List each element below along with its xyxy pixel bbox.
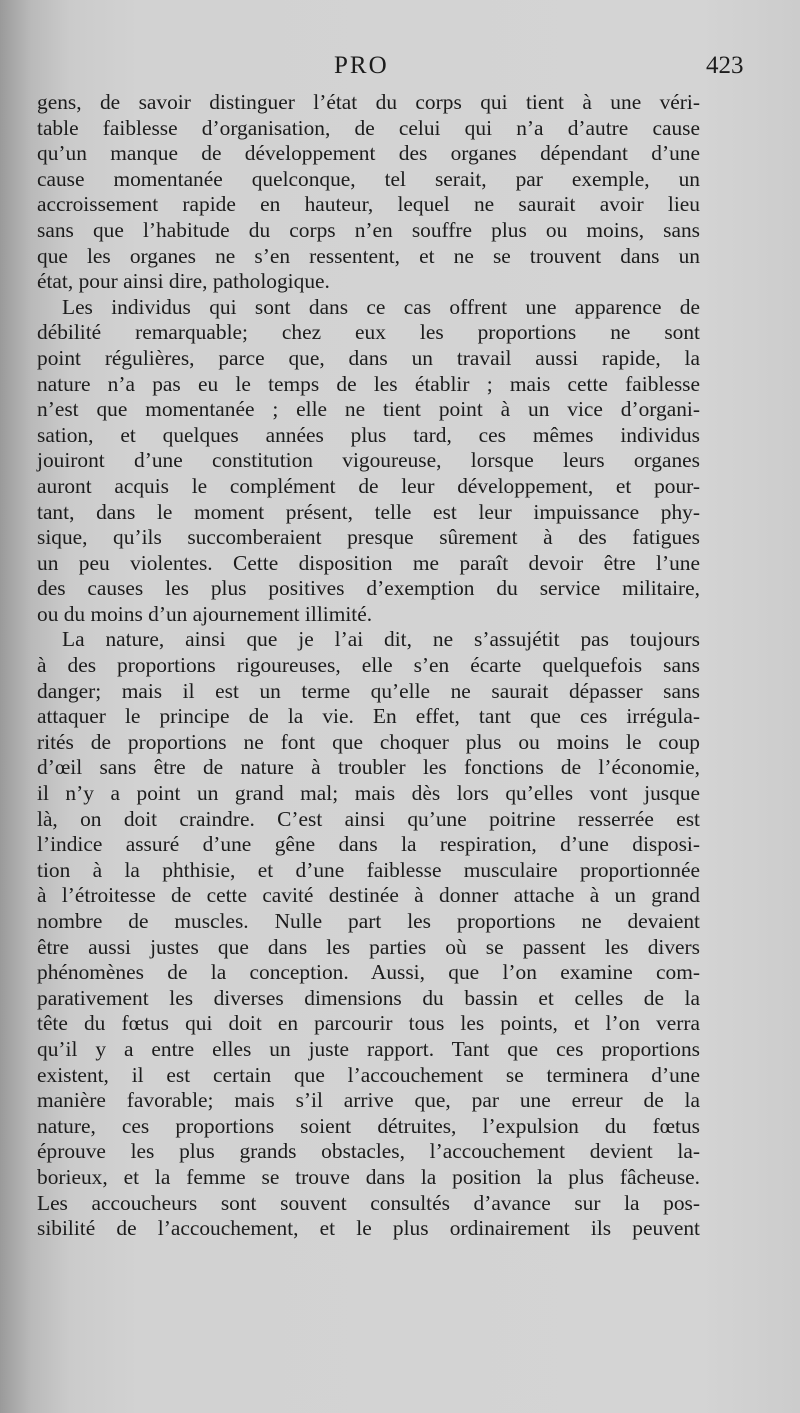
text-line: nombre de muscles. Nulle part les proportions ne devaient: [37, 909, 700, 933]
page-number: 423: [706, 52, 744, 79]
text-line: existent, il est certain que l’accouchement se terminera d’une: [37, 1062, 700, 1087]
text-line: cause momentanée quelconque, tel serait, par exemple, un: [37, 166, 700, 191]
text-line: phénomènes de la conception. Aussi, que l’on examine com-: [37, 960, 700, 985]
text-line: ou du moins d’un ajournement illimité.: [37, 601, 373, 626]
text-line: auront acquis le complément de leur développement, et pour-: [37, 473, 700, 498]
text-line: sation, et quelques années plus tard, ces mêmes individus: [37, 422, 700, 447]
body-text: [37, 90, 700, 1242]
text-line: des causes les plus positives d’exemption du service militaire,: [37, 576, 700, 601]
text-line: parativement les diverses dimensions du bassin et celles de la: [37, 985, 700, 1010]
text-line: tête du fœtus qui doit en parcourir tous les points, et l’on verra: [37, 1011, 700, 1036]
running-head: PRO: [334, 52, 389, 79]
text-line: à des proportions rigoureuses, elle s’en écarte quelquefois sans: [37, 653, 700, 678]
text-line: nature, ces proportions soient détruites, l’expulsion du fœtus: [37, 1113, 700, 1138]
text-line: table faiblesse d’organisation, de celui qui n’a d’autre cause: [37, 115, 700, 140]
text-line: sibilité de l’accouchement, et le plus ordinairement ils peuvent: [37, 1216, 700, 1241]
text-line: qu’un manque de développement des organes dépendant d’une: [37, 141, 700, 166]
text-line: attaquer le principe de la vie. En effet, tant que ces irrégula-: [37, 704, 700, 729]
text-line: manière favorable; mais s’il arrive que, par une erreur de la: [37, 1088, 700, 1113]
text-line: un peu violentes. Cette disposition me paraît devoir être l’une: [37, 550, 700, 575]
text-line: rités de proportions ne font que choquer plus ou moins le coup: [37, 729, 700, 754]
text-line: accroissement rapide en hauteur, lequel ne saurait avoir lieu: [37, 192, 700, 217]
text-line: sique, qu’ils succomberaient presque sûrement à des fatigues: [37, 525, 700, 550]
text-line: que les organes ne s’en ressentent, et ne se trouvent dans un: [37, 243, 700, 268]
text-line: qu’il y a entre elles un juste rapport. Tant que ces proportions: [37, 1036, 700, 1061]
text-line: état, pour ainsi dire, pathologique.: [37, 269, 330, 294]
text-line: point régulières, parce que, dans un travail aussi rapide, la: [37, 345, 700, 370]
text-line: débilité remarquable; chez eux les proportions ne sont: [37, 320, 700, 345]
text-line: l’indice assuré d’une gêne dans la respiration, d’une disposi-: [37, 832, 700, 857]
text-line: tion à la phthisie, et d’une faiblesse musculaire proportionnée: [37, 857, 700, 882]
text-line: n’est que momentanée ; elle ne tient point à un vice d’organi-: [37, 397, 700, 422]
text-line: La nature, ainsi que je l’ai dit, ne s’assujétit pas toujours: [62, 627, 700, 652]
text-line: danger; mais il est un terme qu’elle ne saurait dépasser sans: [37, 678, 700, 703]
text-line: tant, dans le moment présent, telle est leur impuissance phy-: [37, 499, 700, 524]
text-line: là, on doit craindre. C’est ainsi qu’une poitrine resserrée est: [37, 806, 700, 831]
text-line: sans que l’habitude du corps n’en souffre plus ou moins, sans: [37, 217, 700, 242]
text-line: gens, de savoir distinguer l’état du corps qui tient à une véri-: [37, 90, 700, 114]
text-line: borieux, et la femme se trouve dans la position la plus fâcheuse.: [37, 1164, 700, 1189]
text-line: il n’y a point un grand mal; mais dès lors qu’elles vont jusque: [37, 781, 700, 806]
page-header: [0, 48, 800, 88]
text-line: Les individus qui sont dans ce cas offrent une apparence de: [62, 294, 700, 319]
text-line: Les accoucheurs sont souvent consultés d’avance sur la pos-: [37, 1190, 700, 1215]
text-line: nature n’a pas eu le temps de les établir ; mais cette faiblesse: [37, 371, 700, 396]
text-line: jouiront d’une constitution vigoureuse, lorsque leurs organes: [37, 448, 700, 473]
text-line: d’œil sans être de nature à troubler les fonctions de l’économie,: [37, 755, 700, 780]
text-line: être aussi justes que dans les parties où se passent les divers: [37, 934, 700, 959]
text-line: à l’étroitesse de cette cavité destinée à donner attache à un grand: [37, 883, 700, 908]
text-line: éprouve les plus grands obstacles, l’accouchement devient la-: [37, 1139, 700, 1164]
